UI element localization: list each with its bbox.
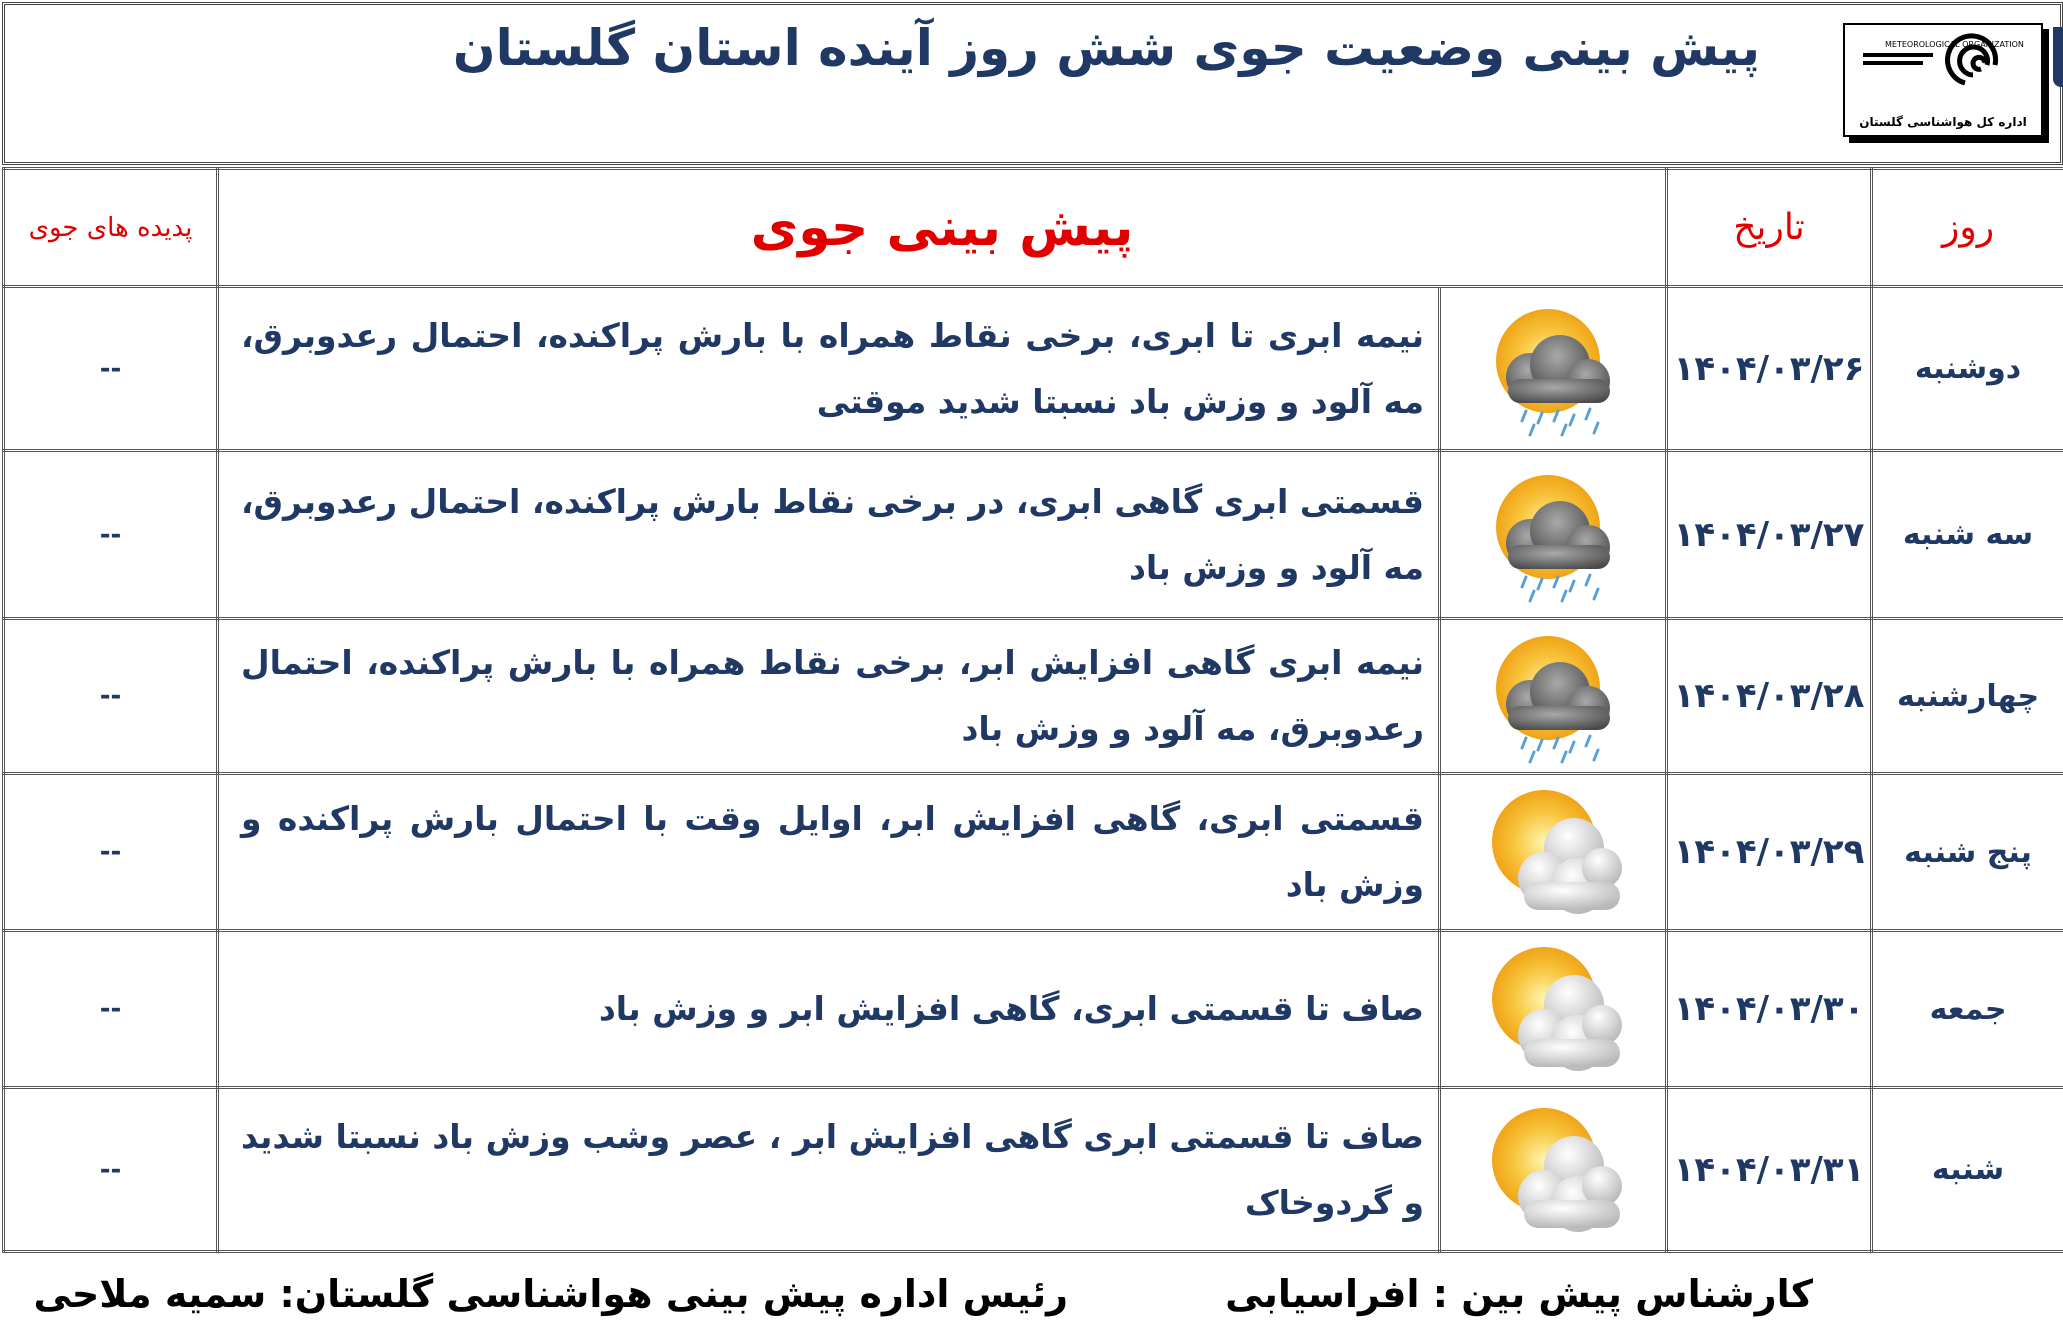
weather-icon-cell — [1440, 1088, 1667, 1252]
weather-icon-cell — [1440, 619, 1667, 774]
table-header-row — [4, 169, 2063, 287]
logo-caption: اداره کل هواشناسی گلستان — [1859, 115, 2027, 129]
table-row — [4, 1088, 2063, 1252]
forecast-description: صاف تا قسمتی ابری گاهی افزایش ابر ، عصر وشب وزش باد نسبتا شدید و گردوخاک — [218, 1088, 1440, 1252]
forecast-description: قسمتی ابری گاهی ابری، در برخی نقاط بارش پراکنده، احتمال رعدوبرق، مه آلود و وزش باد — [218, 451, 1440, 619]
header — [2, 2, 2063, 165]
day-cell: جمعه — [1872, 931, 2063, 1088]
forecast-table — [2, 167, 2063, 1253]
header-phenomena: پدیده های جوی — [4, 169, 218, 287]
day-cell: دوشنبه — [1872, 287, 2063, 451]
date-cell: ۱۴۰۴/۰۳/۳۱ — [1667, 1088, 1872, 1252]
weather-icon-cell — [1440, 451, 1667, 619]
phenomena-cell: -- — [4, 619, 218, 774]
table-row — [4, 451, 2063, 619]
forecast-description: صاف تا قسمتی ابری، گاهی افزایش ابر و وزش باد — [218, 931, 1440, 1088]
day-cell: پنج شنبه — [1872, 774, 2063, 931]
table-row — [4, 774, 2063, 931]
partly-cloudy-icon — [1478, 782, 1628, 922]
phenomena-cell: -- — [4, 774, 218, 931]
partly-cloudy-icon — [1478, 939, 1628, 1079]
header-forecast: پیش بینی جوی — [218, 169, 1667, 287]
day-cell: سه شنبه — [1872, 451, 2063, 619]
date-cell: ۱۴۰۴/۰۳/۲۶ — [1667, 287, 1872, 451]
weather-icon-cell — [1440, 774, 1667, 931]
partly-cloudy-icon — [1478, 1100, 1628, 1240]
date-cell: ۱۴۰۴/۰۳/۲۹ — [1667, 774, 1872, 931]
date-cell: ۱۴۰۴/۰۳/۳۰ — [1667, 931, 1872, 1088]
date-cell: ۱۴۰۴/۰۳/۲۸ — [1667, 619, 1872, 774]
table-row — [4, 287, 2063, 451]
day-cell: شنبه — [1872, 1088, 2063, 1252]
table-row — [4, 931, 2063, 1088]
date-cell: ۱۴۰۴/۰۳/۲۷ — [1667, 451, 1872, 619]
phenomena-cell: -- — [4, 1088, 218, 1252]
logo-emblem-icon — [1845, 25, 2041, 105]
title-decoration — [2053, 27, 2063, 87]
phenomena-cell: -- — [4, 287, 218, 451]
forecast-description: نیمه ابری گاهی افزایش ابر، برخی نقاط همراه با بارش پراکنده، احتمال رعدوبرق، مه آلود و وزش باد — [218, 619, 1440, 774]
forecast-description: نیمه ابری تا ابری، برخی نقاط همراه با بارش پراکنده، احتمال رعدوبرق، مه آلود و وزش باد نسبتا شدید موقتی — [218, 287, 1440, 451]
logo-text: METEOROLOGICAL ORGANIZATION — [1885, 40, 2024, 49]
head-signature: رئیس اداره پیش بینی هواشناسی گلستان: سمیه ملاحی — [33, 1272, 1068, 1316]
forecaster-signature: کارشناس پیش بین : افراسیابی — [1225, 1272, 1813, 1316]
page-title: پیش بینی وضعیت جوی شش روز آینده استان گلستان — [452, 19, 1760, 77]
footer — [0, 1270, 2063, 1326]
weather-icon-cell — [1440, 931, 1667, 1088]
table-row — [4, 619, 2063, 774]
phenomena-cell: -- — [4, 931, 218, 1088]
header-day: روز — [1872, 169, 2063, 287]
partly-cloudy-rain-icon — [1478, 465, 1628, 605]
header-date: تاریخ — [1667, 169, 1872, 287]
weather-icon-cell — [1440, 287, 1667, 451]
forecast-description: قسمتی ابری، گاهی افزایش ابر، اوایل وقت با احتمال بارش پراکنده و وزش باد — [218, 774, 1440, 931]
partly-cloudy-rain-icon — [1478, 626, 1628, 766]
partly-cloudy-rain-icon — [1478, 299, 1628, 439]
day-cell: چهارشنبه — [1872, 619, 2063, 774]
meteorological-organization-logo — [1843, 23, 2043, 137]
phenomena-cell: -- — [4, 451, 218, 619]
